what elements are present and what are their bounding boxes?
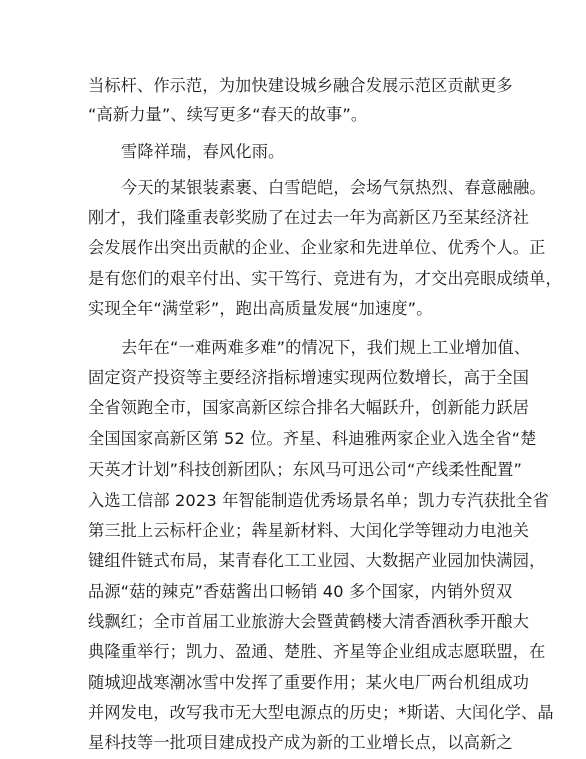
text-line: 随城迎战寒潮冰雪中发挥了重要作用；某火电厂两台机组成功 bbox=[88, 672, 530, 692]
text-line: 会发展作出突出贡献的企业、企业家和先进单位、优秀个人。正 bbox=[88, 237, 546, 257]
text-line: 第三批上云标杆企业；犇星新材料、大闰化学等锂动力电池关 bbox=[88, 520, 530, 540]
text-line: 全国国家高新区第 52 位。齐星、科迪雅两家企业入选全省“楚 bbox=[88, 429, 537, 449]
text-line: 天英才计划”科技创新团队；东风马可迅公司“产线柔性配置” bbox=[88, 459, 523, 479]
text-line: 品源“菇的辣克”香菇酱出口畅销 40 多个国家，内销外贸双 bbox=[88, 581, 513, 601]
text-line: 今天的某银装素裹、白雪皑皑，会场气氛热烈、春意融融。 bbox=[121, 177, 546, 197]
text-line: 是有您们的艰辛付出、实干笃行、竞进有为，才交出亮眼成绩单， bbox=[88, 268, 562, 288]
text-line: 全省领跑全市，国家高新区综合排名大幅跃升，创新能力跃居 bbox=[88, 398, 530, 418]
text-line: 星科技等一批项目建成投产成为新的工业增长点，以高新之 bbox=[88, 733, 513, 752]
text-line: 线飘红；全市首届工业旅游大会暨黄鹤楼大清香酒秋季开酿大 bbox=[88, 611, 530, 631]
text-line: 实现全年“满堂彩”，跑出高质量发展“加速度”。 bbox=[88, 298, 433, 318]
text-line: “高新力量”、续写更多“春天的故事”。 bbox=[88, 105, 368, 125]
text-line: 当标杆、作示范，为加快建设城乡融合发展示范区贡献更多 bbox=[88, 76, 513, 95]
text-line: 去年在“一难两难多难”的情况下，我们规上工业增加值、 bbox=[121, 338, 531, 358]
text-line: 雪降祥瑞，春风化雨。 bbox=[121, 141, 285, 161]
text-line: 入选工信部 2023 年智能制造优秀场景名单；凯力专汽获批全省 bbox=[88, 490, 549, 510]
text-line: 键组件链式布局，某青春化工工业园、大数据产业园加快满园， bbox=[88, 550, 546, 570]
text-line: 刚才，我们隆重表彰奖励了在过去一年为高新区乃至某经济社 bbox=[88, 207, 530, 227]
text-line: 固定资产投资等主要经济指标增速实现两位数增长，高于全国 bbox=[88, 368, 530, 388]
text-line: 并网发电，改写我市无大型电源点的历史；*斯诺、大闰化学、晶 bbox=[88, 702, 554, 722]
text-line: 典隆重举行；凯力、盈通、楚胜、齐星等企业组成志愿联盟，在 bbox=[88, 641, 546, 661]
